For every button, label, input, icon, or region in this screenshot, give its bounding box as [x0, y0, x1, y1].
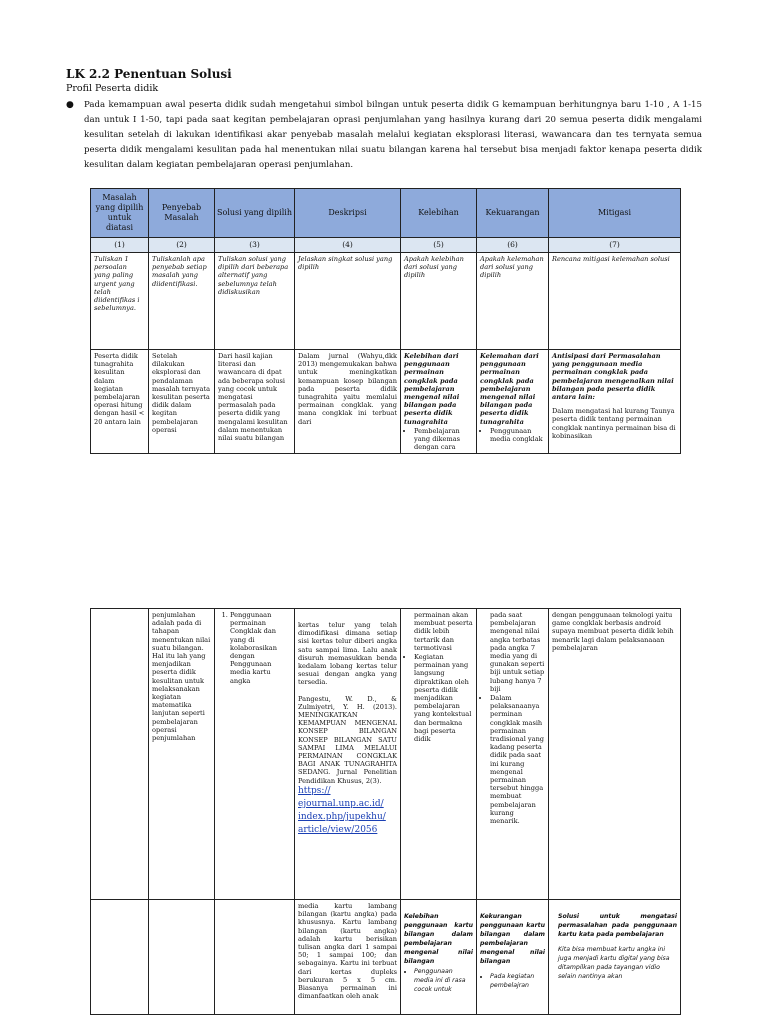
list-item: • Pembelajaran yang dikemas dengan cara — [414, 427, 473, 452]
mitigasi-cell — [549, 350, 681, 454]
header-deskripsi: Deskripsi — [295, 189, 401, 238]
col-number: (5) — [401, 238, 477, 253]
solution-table-continued — [90, 608, 681, 1015]
deskripsi-text: kertas telur yang telah dimodifikasi dimana setiap sisi kertas telur diberi angka satu sampai lima. Lalu anak disuruh memasukkan benda kedalam lobang kertas telur sesuai dengan angka yang tersedia. — [298, 621, 397, 687]
kekurangan-heading: Kelemahan dari penggunaan permainan congklak pada pembelajaran mengenal nilai bilangan pada peserta didik tunagrahita — [480, 352, 539, 426]
kekurangan-text: pada saat pembelajaran mengenal nilai angka terbatas pada angka 7 media yang di gunakan seperti biji untuk setiap lubang hanya 7 biji — [490, 611, 545, 693]
reference-text: Pangestu, W. D., & Zulmiyetri, Y. H. (2013). MENINGKATKAN KEMAMPUAN MENGENAL KONSEP BILANGAN KONSEP BILANGAN SATU SAMPAI LIMA MELALUI PERMAINAN CONGKLAK BAGI ANAK TUNAGRAHITA SEDANG. Jurnal Penelitian Pendidikan Khusus, 2(3). — [298, 694, 397, 785]
page-subtitle: Profil Peserta didik — [66, 83, 159, 94]
masalah-cell — [91, 900, 149, 1015]
solution-table — [90, 188, 681, 454]
list-item: • Penggunaan media ini di rasa cocok untuk — [414, 967, 473, 994]
deskripsi-cell: Dalam jurnal (Wahyu,dkk 2013) mengemukakan bahwa untuk meningkatkan kemampuan kosep bilangan pada peserta didik tunagrahita yaitu memlalui permainan congklak. yang mana congklak ini terbuat dari — [295, 350, 401, 454]
journal-link[interactable]: https:// ejournal.unp.ac.id/ index.php/jupekhu/ article/view/2056 — [298, 785, 386, 835]
kelebihan-cell — [401, 900, 477, 1015]
guide-cell: Rencana mitigasi kelemahan solusi — [549, 253, 681, 350]
header-mitigasi: Mitigasi — [549, 189, 681, 238]
mitigasi-text: Kita bisa membuat kartu angka ini juga menjadi kartu digital yang bisa ditampilkan pada tayangan vidio selain nantinya akan — [558, 946, 670, 980]
guide-cell: Apakah kelebihan dari solusi yang dipilih — [401, 253, 477, 350]
guide-cell: Tuliskan 1 persoalan yang paling urgent yang telah diidentifikas i sebelumnya. — [91, 253, 149, 350]
col-number: (3) — [215, 238, 295, 253]
table-row — [91, 350, 681, 454]
kelebihan-heading: Kelebihan dari penggunaan permainan congklak pada pembelajaran mengenal nilai bilangan pada peserta didik tunagrahita — [404, 352, 460, 426]
header-kelebihan: Kelebihan — [401, 189, 477, 238]
header-solusi: Solusi yang dipilih — [215, 189, 295, 238]
table-header-row — [91, 189, 681, 238]
mitigasi-cell: dengan penggunaan teknologi yaitu game congklak berbasis android supaya membuat peserta didik lebih menarik lagi dalam pelaksanaaan pembelajaran — [549, 609, 681, 900]
kekurangan-heading: Kekurangan penggunaan kartu bilangan dalam pembelajaran mengenal nilai bilangan — [480, 913, 545, 965]
mitigasi-cell — [549, 900, 681, 1015]
guide-cell: Jelaskan singkat solusi yang dipilih — [295, 253, 401, 350]
bullet-icon: ● — [66, 100, 74, 110]
kelebihan-text: permainan akan membuat peserta didik lebih tertarik dan termotivasi — [414, 611, 473, 652]
kekurangan-cell — [477, 900, 549, 1015]
mitigasi-heading: Antisipasi dari Permasalahan yang penggunaan media permainan congklak pada pembelajaran mengenalkan nilai bilangan pada peserta didik antara lain: — [552, 352, 674, 402]
table-row — [91, 900, 681, 1015]
col-number: (2) — [149, 238, 215, 253]
col-number: (7) — [549, 238, 681, 253]
masalah-cell — [91, 609, 149, 900]
deskripsi-cell: media kartu lambang bilangan (kartu angka) pada khususnya. Kartu lambang bilangan (kartu angka) adalah kartu berisikan tulisan angka dari 1 sampai 50; 1 sampai 100; dan sebagainya. Kartu ini terbuat dari kertas dupleks berukuran 5 x 5 cm. Biasanya permainan ini dimanfaatkan oleh anak — [295, 900, 401, 1015]
table-guide-row — [91, 253, 681, 350]
kekurangan-cell — [477, 350, 549, 454]
masalah-cell: Peserta didik tunagrahita kesulitan dalam kegiatan pembelajaran operasi hitung dengan hasil < 20 antara lain — [91, 350, 149, 454]
guide-cell: Tuliskanlah apa penyebab setiap masalah yang diidentifikasi. — [149, 253, 215, 350]
list-item: 1. Penggunaan permainan Congklak dan yang di kolaborasikan dengan Penggunaan media kartu angka — [230, 611, 291, 685]
page-title: LK 2.2 Penentuan Solusi — [66, 67, 232, 81]
penyebab-cell: penjumlahan adalah pada di tahapan menentukan nilai suatu bilangan. Hal itu lah yang menjadikan peserta didik kesulitan untuk melaksanakan kegiatan matematika lanjutan seperti pembelajaran operasi penjumlahan — [149, 609, 215, 900]
table-row — [91, 609, 681, 900]
kelebihan-heading: Kelebihan penggunaan kartu bilangan dalam pembelajaran mengenal nilai bilangan — [404, 913, 473, 965]
list-item: • Penggunaan media congklak — [490, 427, 545, 443]
guide-cell: Tuliskan solusi yang dipilih dari beberapa alternatif yang sebelumnya telah didiskusikan — [215, 253, 295, 350]
list-item: • Kegiatan permainan yang langsung dipraktikan oleh peserta didik menjadikan pembelajaran yang kontekstual dan bermakna bagi peserta didik — [414, 653, 473, 743]
deskripsi-cell — [295, 609, 401, 900]
list-item: • Dalam pelaksanaanya perminan congklak masih permainan tradisional yang kadang peserta didik pada saat ini kurang mengenal permainan tersebut hingga membuat pembelajaran kurang menarik. — [490, 694, 545, 825]
kekurangan-cell — [477, 609, 549, 900]
header-masalah: Masalah yang dipilih untuk diatasi — [91, 189, 149, 238]
col-number: (1) — [91, 238, 149, 253]
kelebihan-cell — [401, 350, 477, 454]
mitigasi-heading: Solusi untuk mengatasi permasalahan pada penggunaan kartu kata pada pembelajaran — [558, 913, 677, 938]
col-number: (6) — [477, 238, 549, 253]
profile-text: Pada kemampuan awal peserta didik sudah mengetahui simbol bilngan untuk peserta didik G kemampuan berhitungnya baru 1-10 , A 1-15 dan untuk I 1-50, tapi pada saat kegitan pembelajaran oprasi penjumlahan yang hasilnya kurang dari 20 semua peserta didik mengalami kesulitan setelah di lakukan identifikasi akar penyebab masalah melalui kegiatan eksplorasi literasi, wawancara dan tes ternyata semua peserta didik mengalami kesulitan pada hal menentukan nilai suatu bilangan karena hal tersebut bisa menjadi faktor kenapa peserta didik kesulitan dalam kegiatan pembelajaran operasi penjumlahan. — [84, 100, 702, 170]
header-penyebab: Penyebab Masalah — [149, 189, 215, 238]
header-kekurangan: Kekuarangan — [477, 189, 549, 238]
solusi-cell — [215, 609, 295, 900]
penyebab-cell: Setelah dilakukan eksplorasi dan pendalaman masalah ternyata kesulitan peserta didik dalam kegitan pembelajaran operasi — [149, 350, 215, 454]
col-number: (4) — [295, 238, 401, 253]
mitigasi-text: Dalam mengatasi hal kurang Taunya peserta didik tentang permainan congklak nantinya permainan bisa di kobinasikan — [552, 407, 676, 440]
list-item: • Pada kegiatan pembelajran — [490, 972, 545, 990]
table-number-row — [91, 238, 681, 253]
guide-cell: Apakah kelemahan dari solusi yang dipilih — [477, 253, 549, 350]
kelebihan-cell — [401, 609, 477, 900]
solusi-cell: Dari hasil kajian literasi dan wawancara di dpat ada beberapa solusi yang cocok untuk mengatasi permasalah pada peserta didik yang mengalami kesulitan dalam menentukan nilai suatu bilangan — [215, 350, 295, 454]
solusi-cell — [215, 900, 295, 1015]
penyebab-cell — [149, 900, 215, 1015]
profile-paragraph — [66, 98, 702, 173]
